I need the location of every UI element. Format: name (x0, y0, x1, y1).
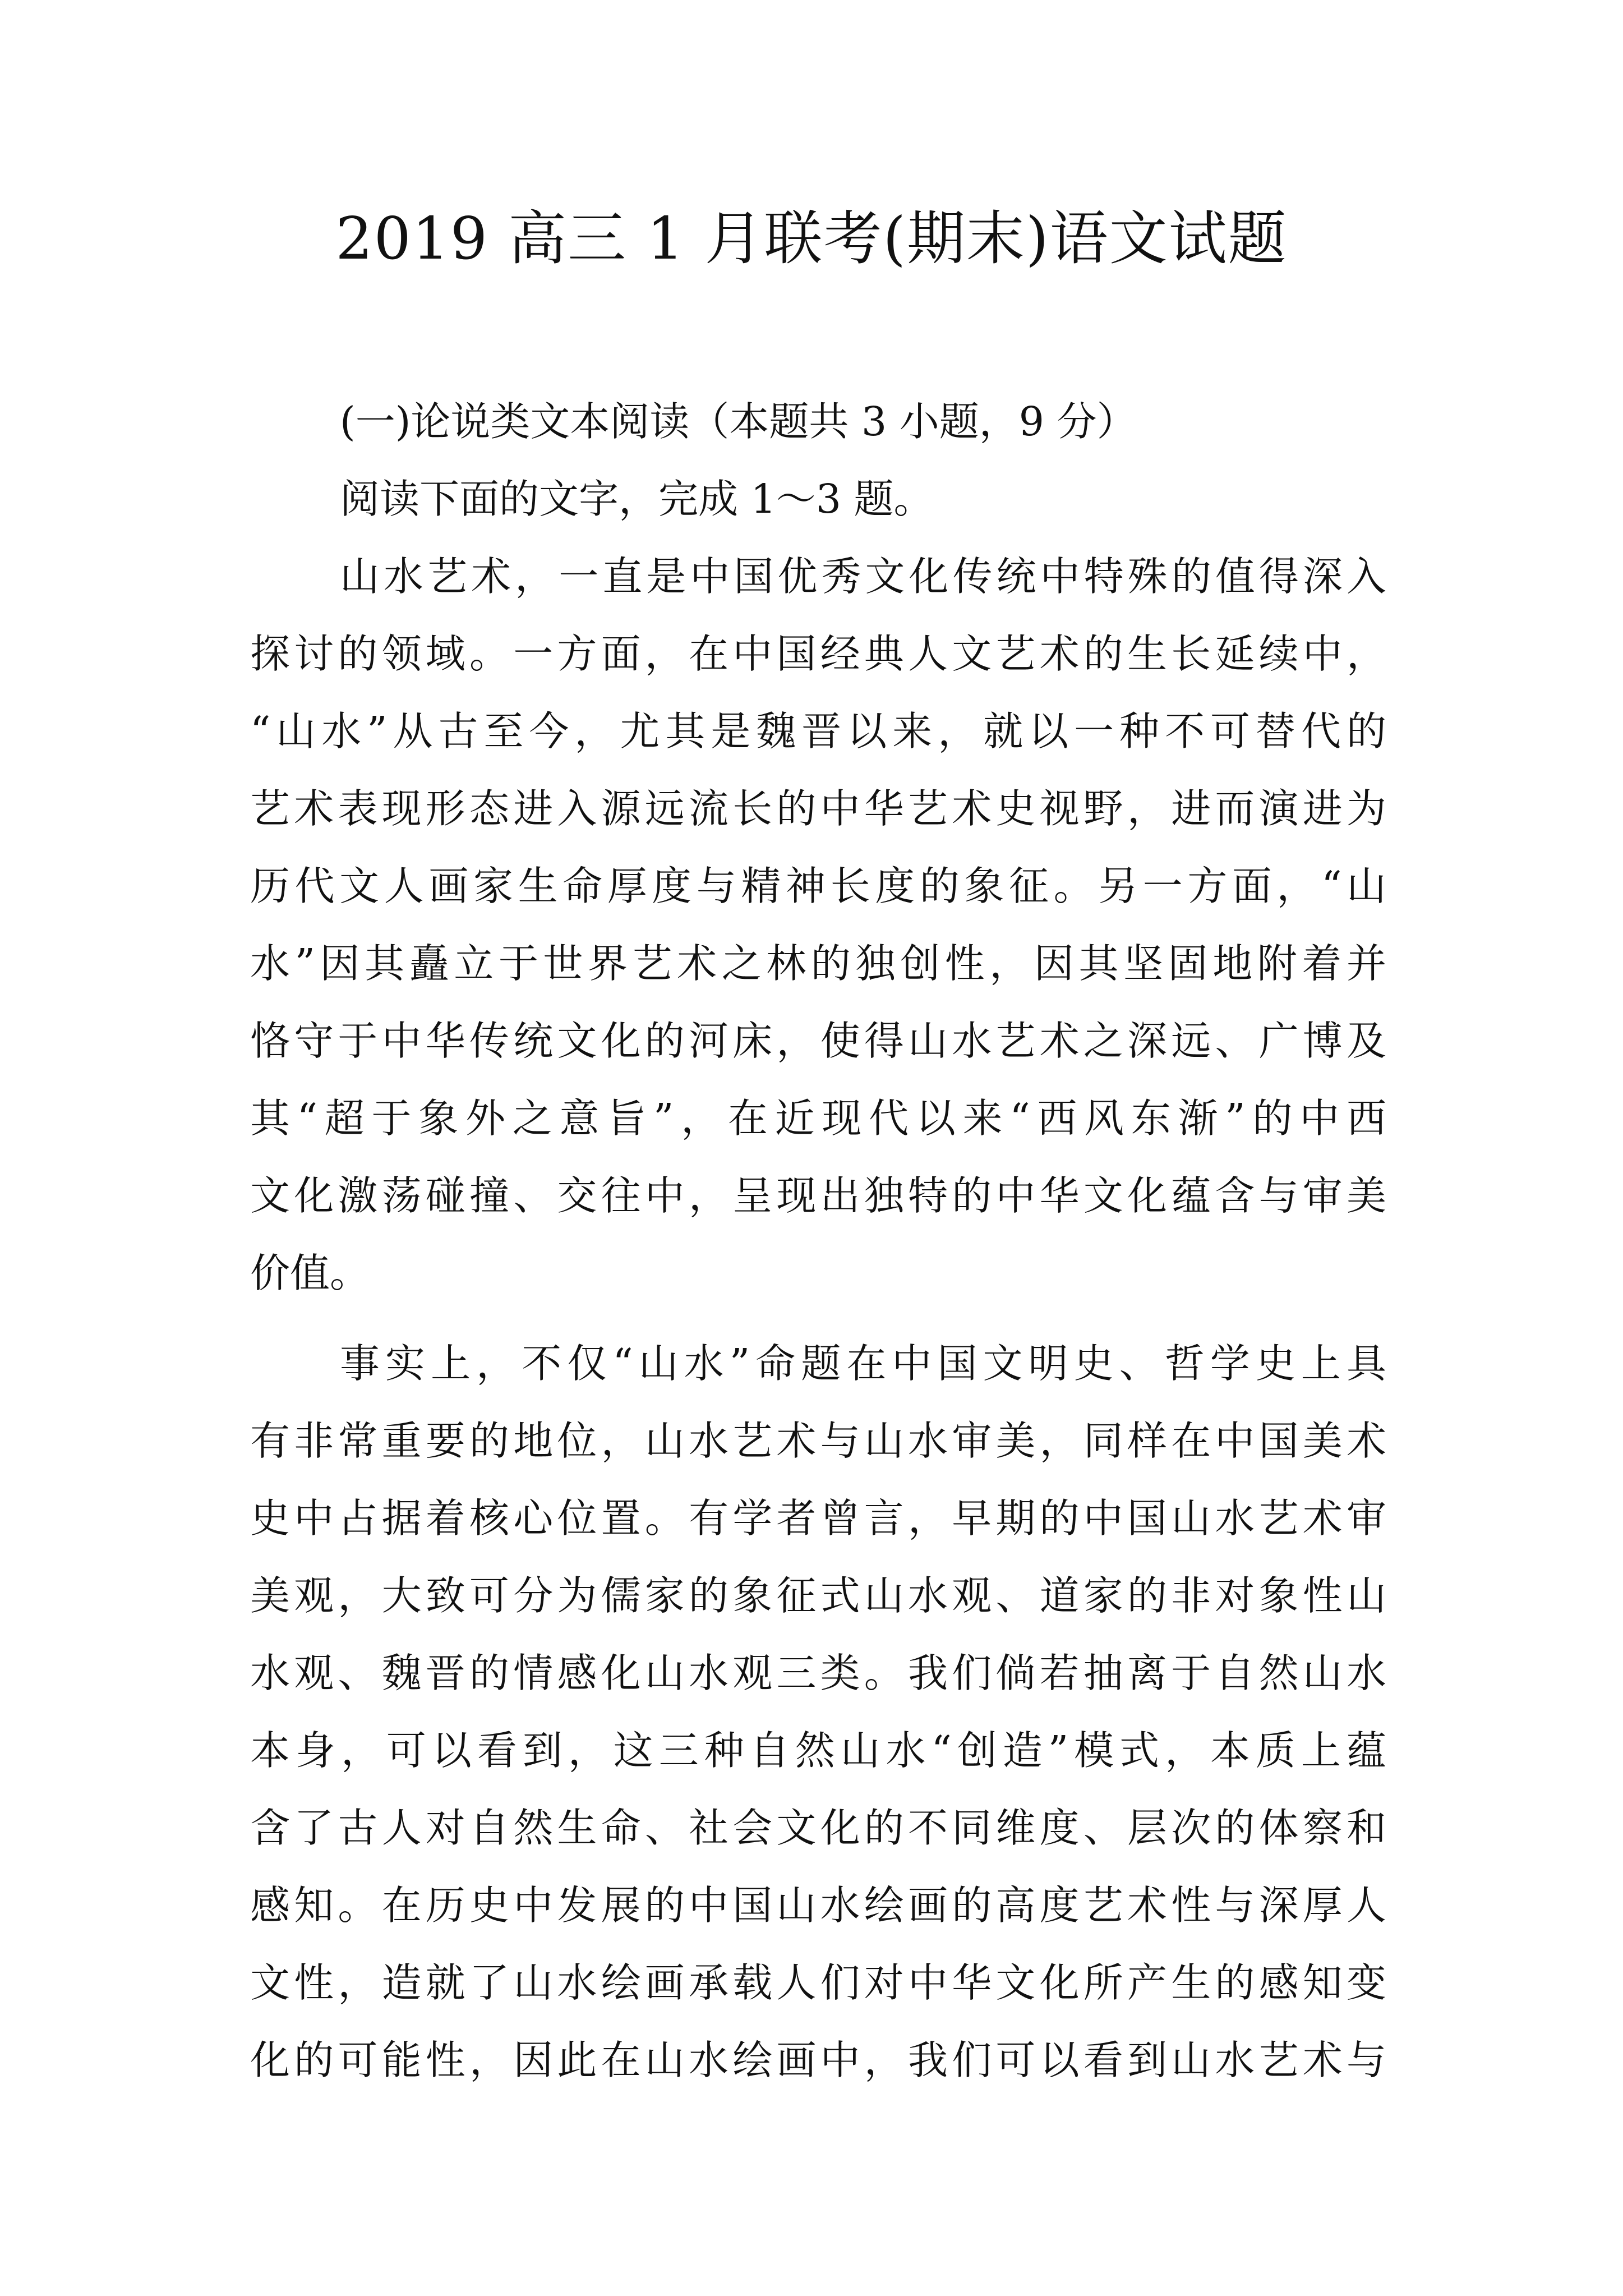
text-line: 价值。 (250, 1250, 370, 1296)
text-line: 化的可能性，因此在山水绘画中，我们可以看到山水艺术与 (250, 2037, 1386, 2083)
text-line: 水”因其矗立于世界艺术之林的独创性，因其坚固地附着并 (250, 940, 1386, 987)
exam-body (250, 383, 1386, 2099)
text-line: 艺术表现形态进入源远流长的中华艺术史视野，进而演进为 (250, 785, 1386, 832)
text-line: 含了古人对自然生命、社会文化的不同维度、层次的体察和 (250, 1805, 1386, 1851)
text-line: 有非常重要的地位，山水艺术与山水审美，同样在中国美术 (250, 1418, 1386, 1464)
section-heading: (一)论说类文本阅读（本题共 3 小题，9 分） (340, 398, 1137, 445)
text-line: 山水艺术，一直是中国优秀文化传统中特殊的值得深入 (340, 553, 1386, 600)
text-line: 史中占据着核心位置。有学者曾言，早期的中国山水艺术审 (250, 1495, 1386, 1542)
text-line: 探讨的领域。一方面，在中国经典人文艺术的生长延续中， (250, 631, 1386, 677)
text-line: 本身，可以看到，这三种自然山水“创造”模式，本质上蕴 (250, 1727, 1386, 1774)
text-line: 水观、魏晋的情感化山水观三类。我们倘若抽离于自然山水 (250, 1650, 1386, 1696)
text-line: 恪守于中华传统文化的河床，使得山水艺术之深远、广博及 (250, 1018, 1386, 1064)
text-line: 历代文人画家生命厚度与精神长度的象征。另一方面，“山 (250, 863, 1386, 909)
exam-title: 2019 高三 1 月联考(期末)语文试题 (335, 204, 1288, 273)
text-line: “山水”从古至今，尤其是魏晋以来，就以一种不可替代的 (250, 708, 1386, 754)
text-line: 事实上，不仅“山水”命题在中国文明史、哲学史上具 (340, 1340, 1386, 1387)
reading-instruction: 阅读下面的文字，完成 1～3 题。 (340, 476, 934, 522)
text-line: 文性，造就了山水绘画承载人们对中华文化所产生的感知变 (250, 1959, 1386, 2006)
paragraph-1 (250, 538, 1386, 1312)
text-line: 其“超于象外之意旨”，在近现代以来“西风东渐”的中西 (250, 1095, 1386, 1142)
text-line: 美观，大致可分为儒家的象征式山水观、道家的非对象性山 (250, 1572, 1386, 1619)
paragraph-2 (250, 1325, 1386, 2099)
text-line: 感知。在历史中发展的中国山水绘画的高度艺术性与深厚人 (250, 1882, 1386, 1929)
text-line: 文化激荡碰撞、交往中，呈现出独特的中华文化蕴含与审美 (250, 1172, 1386, 1219)
